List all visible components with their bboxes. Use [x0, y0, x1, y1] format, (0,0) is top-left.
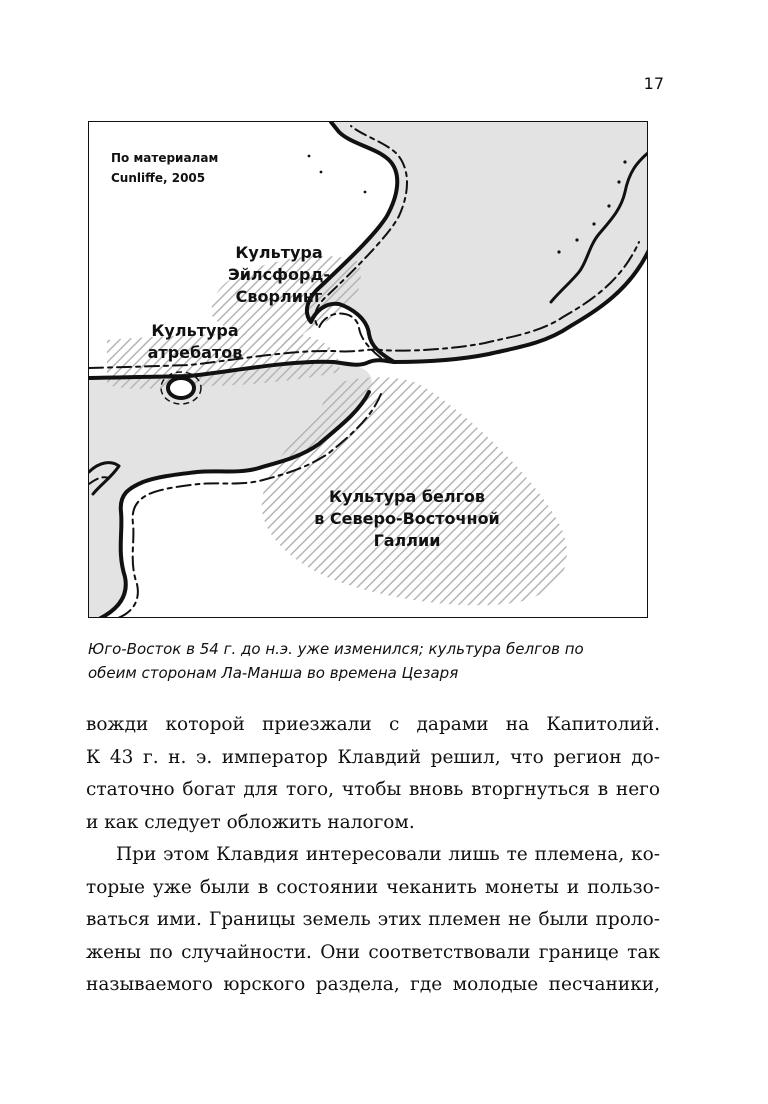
source-note — [111, 148, 218, 188]
text-line: и как следует обложить налогом. — [86, 811, 415, 833]
label-line: Культура — [235, 243, 323, 262]
label-belgae — [307, 486, 507, 552]
label-line: Эйлсфорд- — [227, 265, 331, 284]
text-line: К 43 г. н. э. император Клавдий решил, что регион до- — [86, 746, 660, 768]
label-line: Культура — [151, 321, 239, 340]
caption-line: Юго-Восток в 54 г. до н.э. уже изменился; культура белгов по — [88, 640, 584, 658]
label-line: атребатов — [147, 343, 243, 362]
map-figure — [88, 121, 648, 618]
text-line: При этом Клавдия интересовали лишь те племена, ко- — [116, 844, 660, 865]
source-note-line: Cunliffe, 2005 — [111, 171, 206, 185]
body-text — [86, 709, 660, 1002]
caption-line: обеим сторонам Ла-Манша во времена Цезаря — [88, 664, 459, 682]
paragraph — [86, 839, 660, 1002]
label-atrebates — [135, 320, 255, 364]
text-line: вожди которой приезжали с дарами на Капитолий. — [86, 714, 660, 735]
label-line: Сворлинг — [235, 287, 323, 306]
label-aylesford-swarling — [209, 242, 349, 308]
label-line: Культура белгов — [328, 487, 486, 506]
text-line: называемого юрского раздела, где молодые песчаники, — [86, 974, 660, 995]
source-note-line: По материалам — [111, 151, 219, 165]
label-line: в Северо-Восточной — [314, 509, 500, 528]
paragraph — [86, 709, 660, 839]
britain-landmass — [307, 122, 648, 362]
text-line: торые уже были в состоянии чеканить монеты и пользо- — [86, 876, 660, 898]
text-line: ваться ими. Границы земель этих племен не были проло- — [86, 909, 660, 930]
label-line: Галлии — [373, 531, 441, 550]
text-line: статочно богат для того, чтобы вновь вторгнуться в него — [86, 779, 660, 800]
text-line: жены по случайности. Они соответствовали границе так — [86, 941, 660, 963]
page-number: 17 — [643, 74, 664, 93]
figure-caption — [88, 637, 658, 685]
